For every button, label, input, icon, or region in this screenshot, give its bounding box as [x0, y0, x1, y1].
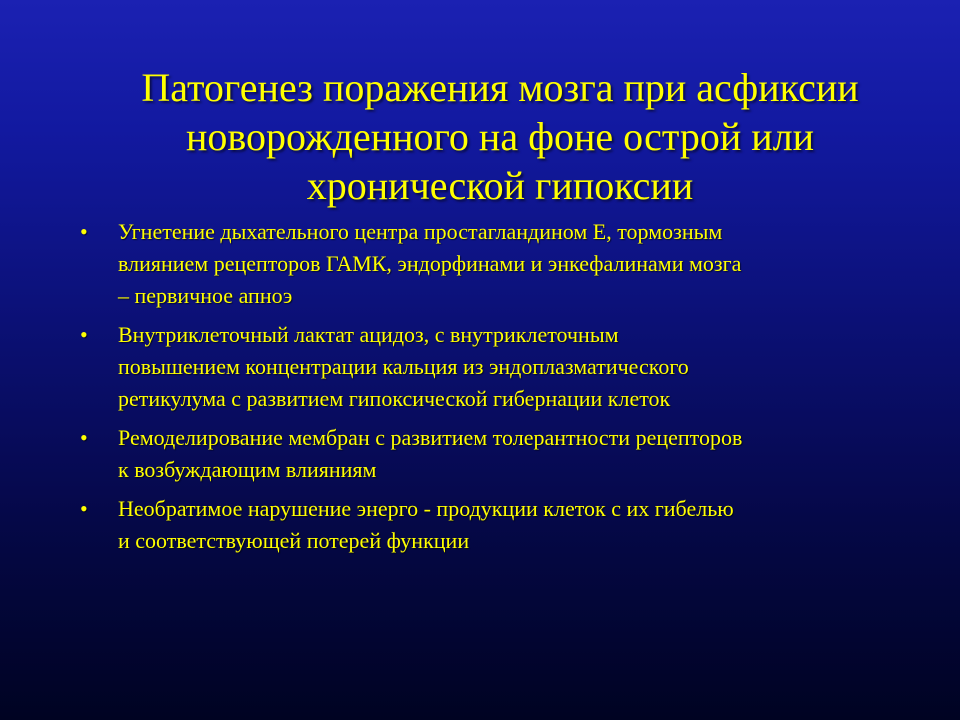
bullet-line: и соответствующей потерей функции	[118, 528, 470, 553]
title-line: новорожденного на фоне острой или	[185, 113, 815, 159]
bullet-line: Внутриклеточный лактат ацидоз, с внутриклеточным	[118, 322, 619, 347]
bullet-marker: •	[80, 425, 88, 450]
bullet-list	[80, 216, 900, 564]
bullet-item	[80, 422, 900, 486]
bullet-item	[80, 493, 900, 557]
bullet-marker: •	[80, 322, 88, 347]
title-line: Патогенез поражения мозга при асфиксии	[141, 64, 859, 110]
bullet-line: влиянием рецепторов ГАМК, эндорфинами и энкефалинами мозга	[118, 251, 742, 276]
bullet-line: Ремоделирование мембран с развитием толерантности рецепторов	[118, 425, 743, 450]
slide-title	[80, 63, 920, 210]
bullet-marker: •	[80, 496, 88, 521]
bullet-item	[80, 216, 900, 312]
bullet-line: к возбуждающим влияниям	[118, 457, 377, 482]
bullet-item	[80, 319, 900, 415]
bullet-marker: •	[80, 219, 88, 244]
bullet-line: Угнетение дыхательного центра простагландином Е, тормозным	[118, 219, 723, 244]
bullet-line: Необратимое нарушение энерго - продукции клеток с их гибелью	[118, 496, 734, 521]
bullet-line: ретикулума с развитием гипоксической гибернации клеток	[118, 386, 671, 411]
bullet-line: повышением концентрации кальция из эндоплазматического	[118, 354, 689, 379]
title-line: хронической гипоксии	[306, 162, 694, 208]
bullet-line: – первичное апноэ	[118, 283, 293, 308]
